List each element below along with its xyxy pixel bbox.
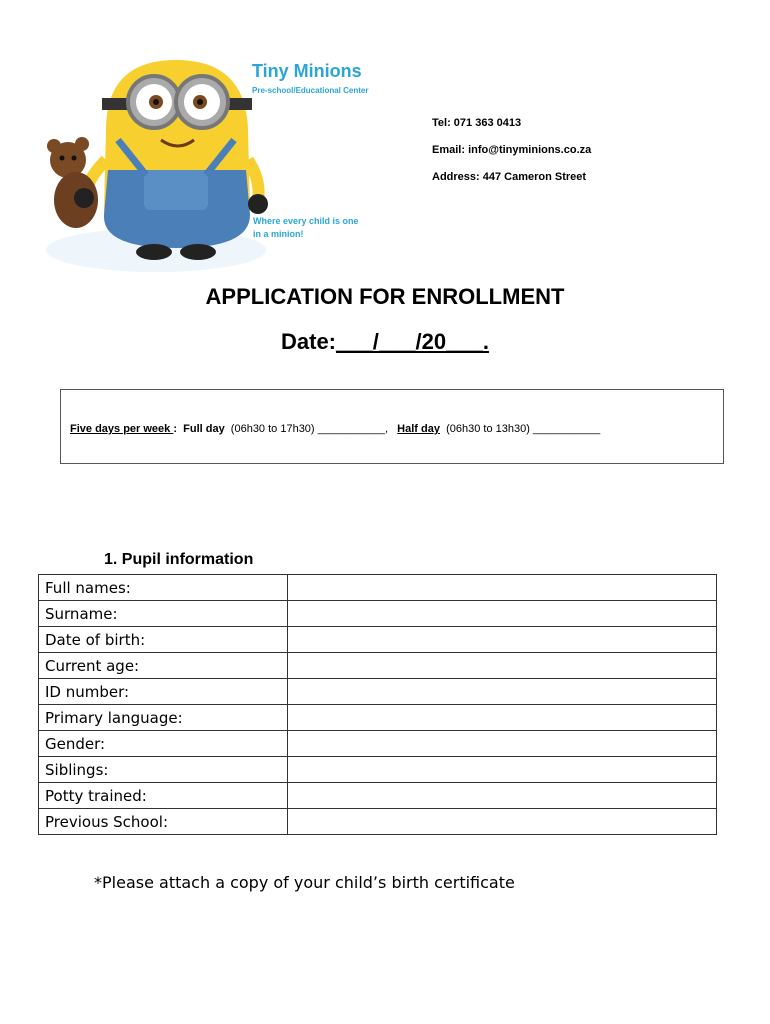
minion-shoe-left — [136, 244, 172, 260]
row-input[interactable] — [288, 653, 717, 679]
tagline-line-1: Where every child is one — [253, 216, 359, 226]
row-input[interactable] — [288, 705, 717, 731]
row-label: Siblings: — [39, 757, 288, 783]
table-row — [39, 679, 717, 705]
row-input[interactable] — [288, 679, 717, 705]
contact-email: Email: info@tinyminions.co.za — [432, 144, 592, 156]
table-row — [39, 601, 717, 627]
contact-tel: Tel: 071 363 0413 — [432, 117, 522, 129]
minion-pocket — [144, 170, 208, 210]
table-row — [39, 809, 717, 835]
five-days-label: Five days per week — [70, 423, 174, 435]
section-heading-pupil-info: 1. Pupil information — [104, 551, 254, 568]
table-row — [39, 783, 717, 809]
full-day-label: Full day — [183, 423, 225, 435]
brand-name: Tiny Minions — [252, 61, 362, 81]
table-row — [39, 627, 717, 653]
attendance-options — [70, 423, 600, 435]
row-input[interactable] — [288, 809, 717, 835]
form-title: APPLICATION FOR ENROLLMENT — [205, 284, 565, 309]
row-label: Surname: — [39, 601, 288, 627]
date-label: Date: — [281, 329, 337, 354]
table-row — [39, 653, 717, 679]
table-row — [39, 705, 717, 731]
row-label: Full names: — [39, 575, 288, 601]
row-label: ID number: — [39, 679, 288, 705]
row-input[interactable] — [288, 575, 717, 601]
row-label: Previous School: — [39, 809, 288, 835]
date-field[interactable]: ___/___/20___. — [336, 329, 489, 354]
row-input[interactable] — [288, 731, 717, 757]
date-line — [281, 329, 489, 355]
row-input[interactable] — [288, 601, 717, 627]
minion-shoe-right — [180, 244, 216, 260]
brand-tagline — [253, 215, 383, 241]
table-row — [39, 731, 717, 757]
tagline-line-2: in a minion! — [253, 229, 304, 239]
row-label: Date of birth: — [39, 627, 288, 653]
birth-certificate-note: *Please attach a copy of your child’s birth certificate — [94, 873, 515, 892]
row-label: Primary language: — [39, 705, 288, 731]
table-row — [39, 757, 717, 783]
minion-glove-right — [248, 194, 268, 214]
table-row — [39, 575, 717, 601]
row-label: Current age: — [39, 653, 288, 679]
row-label: Potty trained: — [39, 783, 288, 809]
contact-address: Address: 447 Cameron Street — [432, 171, 587, 183]
half-day-label: Half day — [397, 423, 440, 435]
half-day-field[interactable]: (06h30 to 13h30) ___________ — [439, 423, 601, 435]
brand-subtitle: Pre-school/Educational Center — [252, 86, 369, 95]
row-input[interactable] — [288, 757, 717, 783]
options-colon: : — [173, 423, 184, 435]
teddy-bear — [47, 137, 98, 228]
row-label: Gender: — [39, 731, 288, 757]
full-day-field[interactable]: (06h30 to 17h30) ___________, — [224, 423, 398, 435]
pupil-info-table — [38, 574, 717, 835]
row-input[interactable] — [288, 783, 717, 809]
row-input[interactable] — [288, 627, 717, 653]
